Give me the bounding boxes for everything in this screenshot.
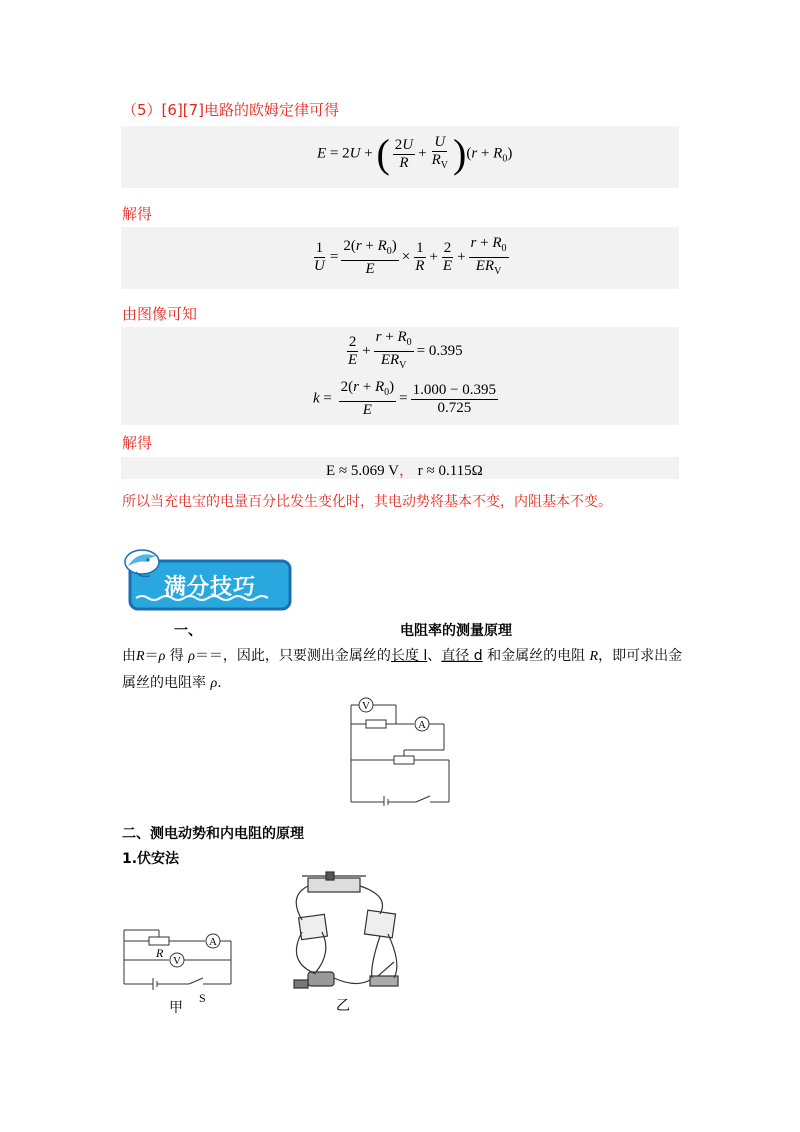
part1-index: 一、 xyxy=(174,623,202,639)
voltmeter-label: V xyxy=(173,955,181,967)
intercept-equation: $\frac{2}{E}$ + $\frac{r + R_0}{ER_V}$ = 0.395 xyxy=(348,329,463,371)
voltammetry-circuit-jia xyxy=(119,920,235,1020)
resistivity-circuit-diagram xyxy=(346,694,454,806)
slope-denominator: 0.725 xyxy=(437,399,472,416)
ammeter-label: A xyxy=(209,936,217,948)
result-equation xyxy=(326,459,483,480)
text-fragment: 和金属丝的电阻 xyxy=(482,648,590,664)
intercept-value: 0.395 xyxy=(428,342,463,359)
ohm-law-equation: E = 2U + ( $\frac{2U}{R}$ + $\frac{U}{R_V}$ )$(r + R_0)$ xyxy=(317,131,513,176)
part2-title: 二、测电动势和内电阻的原理 xyxy=(122,826,304,842)
reciprocal-equation: $\frac{1}{U}$ = $\frac{2(r + R_0)}{E}$ × $\frac{1}{R}$ + $\frac{2}{E}$ + $\frac{r + R_0}{ER_V}$ xyxy=(314,235,507,277)
slope-numerator: 1.000 − 0.395 xyxy=(412,381,497,398)
part2-method: 1.伏安法 xyxy=(122,851,180,867)
figure-label-jia: 甲 xyxy=(169,1000,183,1016)
ammeter-label: A xyxy=(418,719,426,731)
text-fragment: 由 xyxy=(122,648,136,664)
solve-label-2: 解得 xyxy=(122,434,153,452)
equation-box-2 xyxy=(121,227,679,289)
text-fragment: ＝＝，因此，只要测出金属丝的 xyxy=(194,648,391,664)
text-fragment: ＝ xyxy=(144,648,159,664)
conclusion-text: 所以当充电宝的电量百分比发生变化时，其电动势将基本不变，内阻基本不变。 xyxy=(122,494,612,510)
from-graph-label: 由图像可知 xyxy=(122,305,198,323)
text-fragment: 、 xyxy=(427,648,442,664)
figure-label-yi: 乙 xyxy=(336,998,350,1014)
symbol-rho: ρ xyxy=(188,649,195,664)
text-fragment: 属丝的电阻率 xyxy=(122,675,211,691)
emf-result: E ≈ 5.069 V xyxy=(326,463,399,479)
result-separator: ， xyxy=(398,463,414,479)
banner-title: 满分技巧 xyxy=(164,575,257,600)
equation-box-1 xyxy=(121,126,679,188)
length-term: 长度 l xyxy=(390,648,428,664)
switch-label: S xyxy=(199,991,206,1005)
text-fragment: 得 xyxy=(165,648,189,664)
full-score-tips-banner xyxy=(120,546,292,612)
solve-label-1: 解得 xyxy=(122,205,153,223)
equation-box-3 xyxy=(121,327,679,425)
part1-title: 电阻率的测量原理 xyxy=(400,623,512,639)
diameter-term: 直径 d xyxy=(441,648,483,664)
text-fragment: ，即可求出金 xyxy=(598,648,683,664)
section5-heading: （5）[6][7]电路的欧姆定律可得 xyxy=(122,101,340,119)
symbol-R: R xyxy=(589,649,599,664)
text-fragment: . xyxy=(217,675,222,691)
resistivity-line-2 xyxy=(122,672,222,692)
symbol-rho: ρ xyxy=(210,676,218,691)
resistor-label: R xyxy=(156,946,164,960)
resistivity-line-1 xyxy=(122,645,682,665)
slope-equation: k = $\frac{2(r + R_0)}{E}$ = $\frac{1.000 - 0.395}{0.725}$ xyxy=(313,379,497,418)
symbol-R: R xyxy=(136,649,145,664)
symbol-rho: ρ xyxy=(158,649,166,664)
internal-resistance-result: r ≈ 0.115Ω xyxy=(417,463,483,479)
equation-box-4 xyxy=(121,457,679,479)
voltmeter-label: V xyxy=(362,700,370,712)
voltammetry-apparatus-yi xyxy=(278,868,408,1020)
